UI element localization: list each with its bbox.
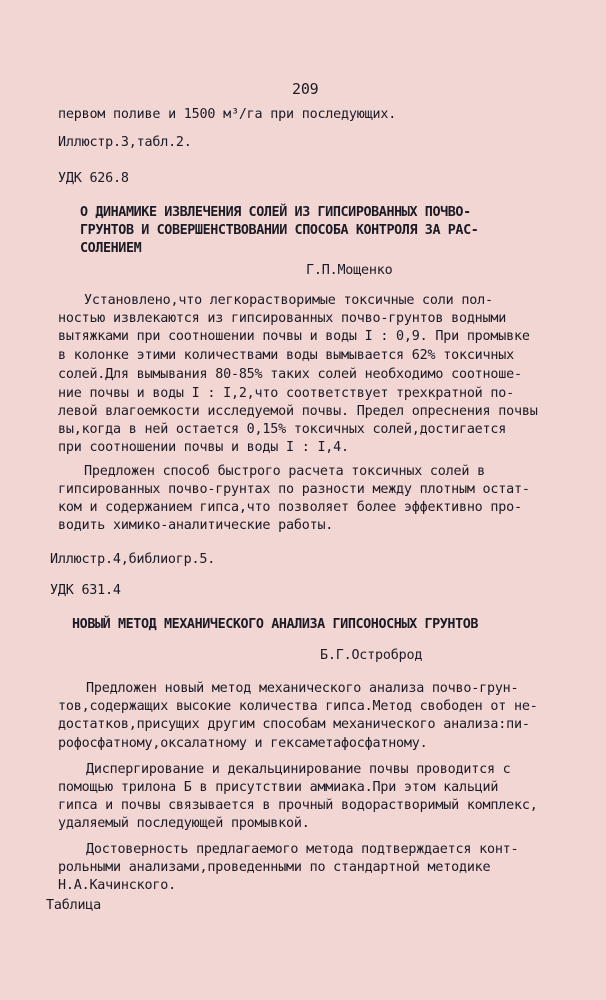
article2-body-line: Предложен новый метод механического анализа почво-грун- bbox=[86, 681, 519, 696]
article1-body-line: водить химико-аналитические работы. bbox=[58, 518, 334, 533]
article2-body-line: достатков,присущих другим способам механического анализа:пи- bbox=[58, 717, 530, 732]
article2-body-line: гипса и почвы связывается в прочный водорастворимый комплекс, bbox=[58, 798, 538, 813]
article1-body-line: при соотношении почвы и воды I : I,4. bbox=[58, 440, 349, 455]
article1-body-line: левой влагоемкости исследуемой почвы. Предел опреснения почвы bbox=[58, 404, 538, 419]
article1-body-line: солей.Для вымывания 80-85% таких солей необходимо соотноше- bbox=[58, 367, 522, 382]
article1-illustrations: Иллюстр.4,библиогр.5. bbox=[50, 552, 216, 567]
article1-body-line: ком и содержанием гипса,что позволяет более эффективно про- bbox=[58, 500, 522, 515]
table-label: Таблица bbox=[46, 898, 102, 913]
continuation-illustrations: Иллюстр.3,табл.2. bbox=[58, 135, 192, 150]
continuation-line: первом поливе и 1500 м³/га при последующих. bbox=[58, 107, 397, 122]
article2-body-line: рофосфатному,оксалатному и гексаметафосфатному. bbox=[58, 736, 428, 751]
article1-title-line: СОЛЕНИЕМ bbox=[80, 241, 142, 256]
page-number: 209 bbox=[292, 80, 319, 98]
article1-body-line: вытяжками при соотношении почвы и воды I : 0,9. При промывке bbox=[58, 329, 530, 344]
article1-body-line: Предложен способ быстрого расчета токсичных солей в bbox=[84, 464, 485, 479]
article2-body-line: удаляемый последующей промывкой. bbox=[58, 816, 310, 831]
article1-title-line: О ДИНАМИКЕ ИЗВЛЕЧЕНИЯ СОЛЕЙ ИЗ ГИПСИРОВАННЫХ ПОЧВО- bbox=[80, 205, 471, 220]
article1-body-line: ние почвы и воды I : I,2,что соответствует трехкратной по- bbox=[58, 386, 514, 401]
udk-code-2: УДК 631.4 bbox=[50, 583, 121, 598]
article1-body-line: Установлено,что легкорастворимые токсичные соли пол- bbox=[84, 293, 493, 308]
article1-body-line: вы,когда в ней остается 0,15% токсичных солей,достигается bbox=[58, 422, 507, 437]
article1-body-line: в колонке этими количествами воды вымывается 62% токсичных bbox=[58, 348, 514, 363]
article2-body-line: Достоверность предлагаемого метода подтверждается конт- bbox=[86, 842, 519, 857]
article2-body-line: помощью трилона Б в присутствии аммиака.При этом кальций bbox=[58, 780, 499, 795]
article2-author: Б.Г.Остроброд bbox=[320, 648, 423, 663]
udk-code-1: УДК 626.8 bbox=[58, 171, 129, 186]
article2-body-line: Н.А.Качинского. bbox=[58, 878, 176, 893]
article1-body-line: гипсированных почво-грунтах по разности между плотным остат- bbox=[58, 482, 530, 497]
article1-author: Г.П.Мощенко bbox=[306, 263, 393, 278]
article2-body-line: рольными анализами,проведенными по стандартной методике bbox=[58, 860, 491, 875]
article2-body-line: Диспергирование и декальцинирование почвы проводится с bbox=[86, 762, 511, 777]
article1-body-line: ностью извлекаются из гипсированных почво-грунтов водными bbox=[58, 311, 507, 326]
article2-body-line: тов,содержащих высокие количества гипса.Метод свободен от не- bbox=[58, 699, 538, 714]
article2-title: НОВЫЙ МЕТОД МЕХАНИЧЕСКОГО АНАЛИЗА ГИПСОНОСНЫХ ГРУНТОВ bbox=[72, 617, 479, 632]
article1-title-line: ГРУНТОВ И СОВЕРШЕНСТВОВАНИИ СПОСОБА КОНТРОЛЯ ЗА РАС- bbox=[80, 223, 479, 238]
